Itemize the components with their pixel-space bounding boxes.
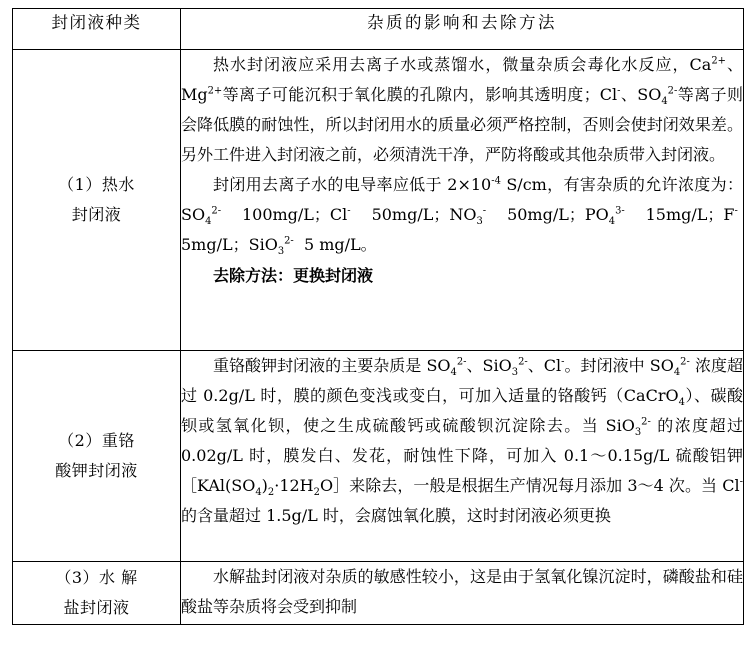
table-row [13, 351, 744, 562]
paragraph: 封闭用去离子水的电导率应低于 $2\times 10^{-4}$ S/cm，有害杂质的允许浓度为：$SO_4^{2-}$ 100mg/L；Cl- 50mg/L；$NO_3^-$ 50mg/L；$PO_4^{3-}$ 15mg/L；F- 5mg/L；SiO$_3^{2-}$ 5 mg/L。 [181, 175, 743, 258]
impurity-table [12, 8, 744, 625]
paragraph: 热水封闭液应采用去离子水或蒸馏水，微量杂质会毒化水反应，$Ca^{2+}$、$Mg^{2+}$等离子可能沉积于氧化膜的孔隙内，影响其透明度；Cl-、$SO_4^{2-}$等离子则会降低膜的耐蚀性，所以封闭用水的质量必须严格控制，否则会使封闭效果差。另外工件进入封闭液之前，必须清洗干净，严防将酸或其他杂质带入封闭液。 [181, 55, 743, 165]
row-body-dichromate [181, 351, 744, 562]
kind-line-1: （2）重铬 [58, 431, 135, 451]
table-row [13, 562, 744, 625]
kind-line-1: （3）水 解 [55, 568, 138, 588]
table-row [13, 50, 744, 351]
kind-line-2: 封闭液 [71, 205, 122, 224]
row-body-hot-water [181, 50, 744, 351]
row-kind-hot-water [13, 50, 181, 351]
kind-line-2: 盐封闭液 [63, 598, 130, 617]
header-cell-body: 杂质的影响和去除方法 [181, 9, 744, 50]
kind-line-1: （1）热水 [58, 175, 135, 195]
row-kind-dichromate [13, 351, 181, 562]
kind-line-2: 酸钾封闭液 [55, 461, 138, 480]
row-kind-hydrolysis-salt [13, 562, 181, 625]
table-header-row [13, 9, 744, 50]
row-body-hydrolysis-salt [181, 562, 744, 625]
header-cell-kind: 封闭液种类 [13, 9, 181, 50]
paragraph: 重铬酸钾封闭液的主要杂质是 $SO_4^{2-}$、SiO$_3^{2-}$、Cl-。封闭液中 $SO_4^{2-}$ 浓度超过 0.2g/L 时，膜的颜色变浅或变白，可加入适量的铬酸钙（CaCrO$_4$）、碳酸钡或氢氧化钡，使之生成硫酸钙或硫酸钡沉淀除去。当 SiO$_3^{2-}$ 的浓度超过 0.02g/L 时，膜发白、发花，耐蚀性下降，可加入 0.1～0.15g/L 硫酸铝钾$[KAl(SO_4)_2\cdot 12H_2O]$来除去，一般是根据生产情况每月添加 3～4 次。当 Cl- 的含量超过 1.5g/L 时，会腐蚀氧化膜，这时封闭液必须更换 [181, 356, 743, 526]
paragraph: 水解盐封闭液对杂质的敏感性较小，这是由于氢氧化镍沉淀时，磷酸盐和硅酸盐等杂质将会受到抑制 [181, 567, 743, 617]
paragraph-removal-method: 去除方法：更换封闭液 [213, 265, 374, 285]
